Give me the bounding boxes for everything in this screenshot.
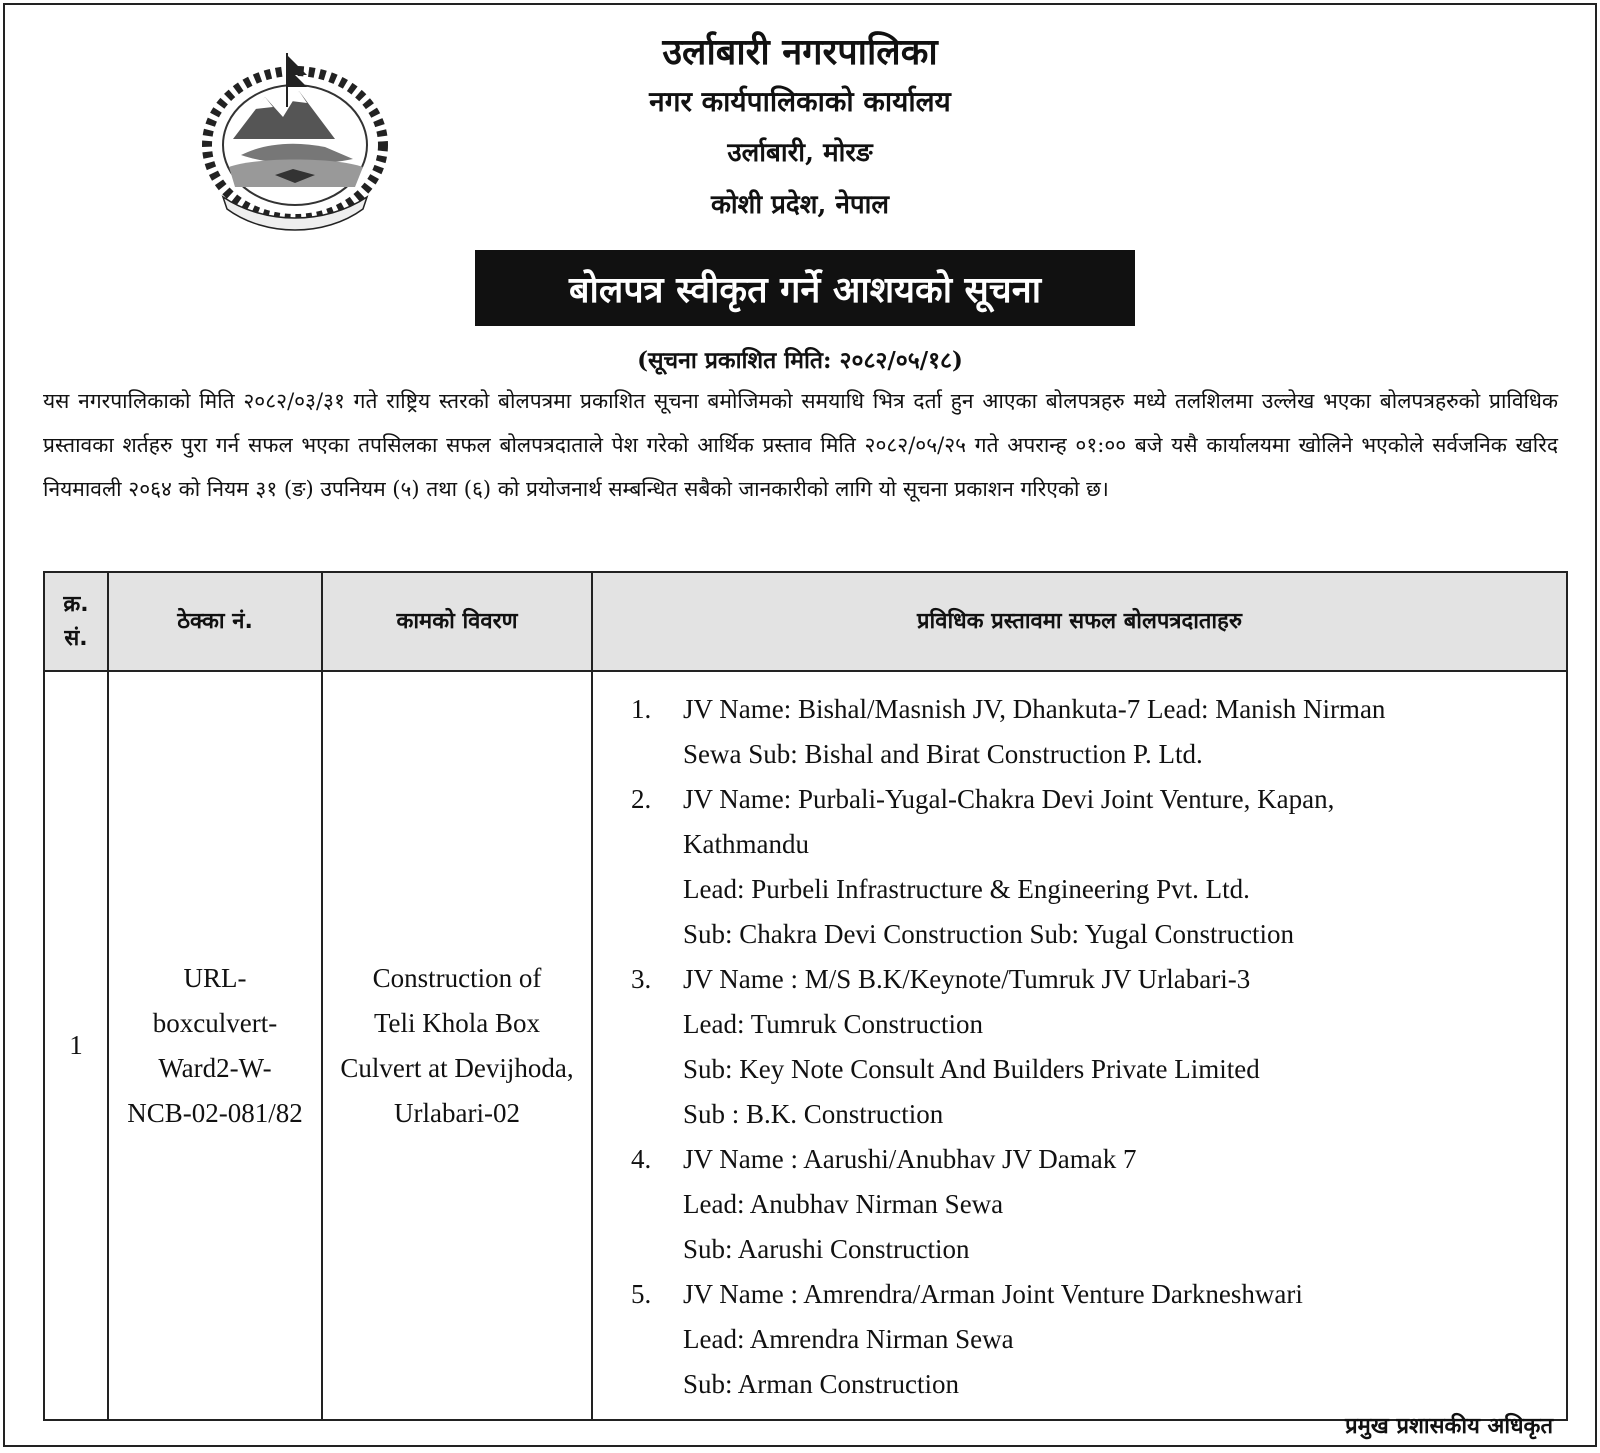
organization-title: उर्लाबारी नगरपालिका — [662, 31, 938, 73]
list-item: 1. JV Name: Bishal/Masnish JV, Dhankuta-7 Lead: Manish Nirman Sewa Sub: Bishal and Birat Construction P. Ltd. — [631, 694, 1386, 769]
notice-title-banner — [475, 250, 1135, 326]
letterhead — [5, 27, 1595, 231]
list-item: 2. JV Name: Purbali-Yugal-Chakra Devi Joint Venture, Kapan, Kathmandu Lead: Purbeli Infrastructure & Engineering Pvt. Ltd. Sub: Chakra Devi Construction Sub: Yugal Construction — [631, 784, 1335, 949]
signatory-title: प्रमुख प्रशासकीय अधिकृत — [1345, 1414, 1553, 1439]
header-serial-number: क्र. सं. — [44, 572, 108, 671]
list-item: 3. JV Name : M/S B.K/Keynote/Tumruk JV Urlabari-3 Lead: Tumruk Construction Sub: Key Note Consult And Builders Private Limited Sub : B.K. Construction — [631, 964, 1260, 1129]
contract-number-cell: URL- boxculvert- Ward2-W- NCB-02-081/82 — [108, 671, 322, 1420]
published-date: (सूचना प्रकाशित मिति: २०८२/०५/१८) — [637, 347, 963, 374]
table-row — [44, 671, 1567, 1420]
header-successful-bidders: प्रविधिक प्रस्तावमा सफल बोलपत्रदाताहरु — [592, 572, 1567, 671]
header-contract-number: ठेक्का नं. — [108, 572, 322, 671]
bidders-table — [43, 571, 1568, 1421]
header-work-description: कामको विवरण — [322, 572, 592, 671]
intro-paragraph: यस नगरपालिकाको मिति २०८२/०३/३१ गते राष्ट्रिय स्तरको बोलपत्रमा प्रकाशित सूचना बमोजिमको समयाधि भित्र दर्ता हुन आएका बोलपत्रहरु मध्ये तलशिलमा उल्लेख भएका बोलपत्रहरुको प्राविधिक प्रस्तावका शर्तहरु पुरा गर्न सफल भएका तपसिलका सफल बोलपत्रदाताले पेश गरेको आर्थिक प्रस्ताव मिति २०८२/०५/२५ गते अपरान्ह ०१:०० बजे यसै कार्यालयमा खोलिने भएकोले सर्वजनिक खरिद नियमावली २०६४ को नियम ३१ (ङ) उपनियम (५) तथा (६) को प्रयोजनार्थ सम्बन्धित सबैको जानकारीको लागि यो सूचना प्रकाशन गरिएको छ। — [43, 389, 1558, 501]
list-item: 5. JV Name : Amrendra/Arman Joint Venture Darkneshwari Lead: Amrendra Nirman Sewa Sub: Arman Construction — [631, 1279, 1303, 1399]
bidders-list-cell — [592, 671, 1567, 1420]
notice-title: बोलपत्र स्वीकृत गर्ने आशयको सूचना — [568, 268, 1042, 311]
office-name: नगर कार्यपालिकाको कार्यालय — [649, 85, 951, 118]
serial-number-cell: 1 — [44, 671, 108, 1420]
office-address: उर्लाबारी, मोरङ — [727, 138, 873, 168]
table-header-row — [44, 572, 1567, 671]
work-description-cell: Construction of Teli Khola Box Culvert at Devijhoda, Urlabari-02 — [322, 671, 592, 1420]
notice-page — [3, 3, 1597, 1447]
province-country: कोशी प्रदेश, नेपाल — [710, 190, 890, 220]
list-item: 4. JV Name : Aarushi/Anubhav JV Damak 7 Lead: Anubhav Nirman Sewa Sub: Aarushi Construction — [631, 1144, 1137, 1264]
